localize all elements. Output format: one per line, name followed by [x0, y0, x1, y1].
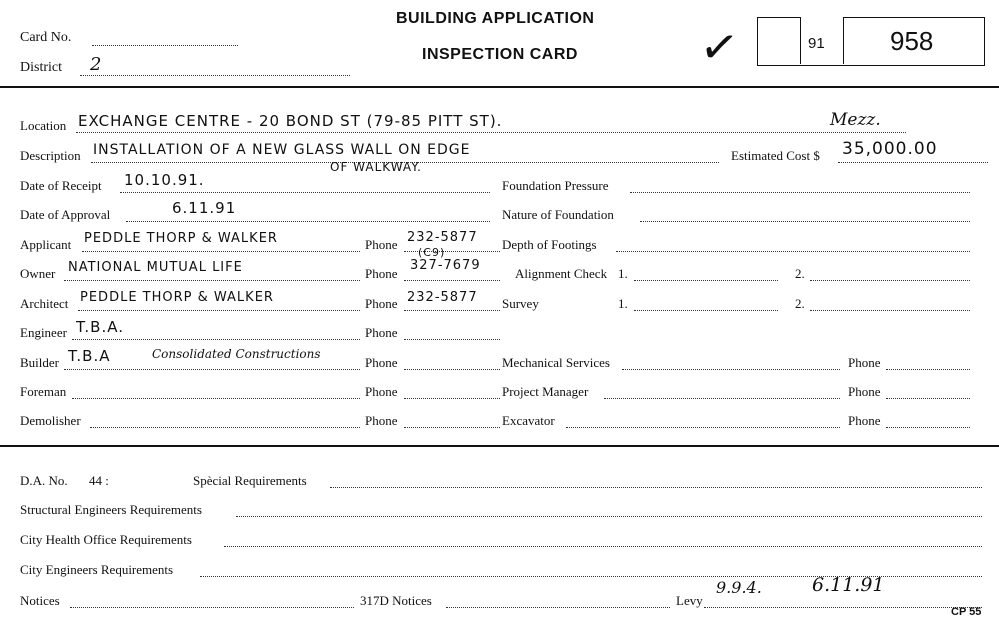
city-health-line — [224, 546, 982, 547]
317d-notices-label: 317D Notices — [360, 593, 432, 608]
survey-label: Survey — [502, 296, 539, 311]
date-of-approval-line — [126, 221, 490, 222]
location-value: EXCHANGE CENTRE - 20 BOND ST (79-85 PITT ST). — [78, 112, 503, 130]
location-label: Location — [20, 118, 67, 133]
estimated-cost-label: Estimated Cost $ — [731, 148, 820, 163]
depth-of-footings-label: Depth of Footings — [502, 237, 597, 252]
levy-date: 6.11.91 — [812, 574, 885, 596]
date-of-receipt-line — [120, 192, 490, 193]
engineer-phone-label: Phone — [365, 325, 398, 340]
applicant-phone-extra: (C9) — [418, 246, 446, 259]
mechanical-services-line — [622, 369, 840, 370]
excavator-line — [566, 427, 840, 428]
builder-phone-line — [404, 369, 500, 370]
applicant-phone-label: Phone — [365, 237, 398, 252]
levy-value: 9.9.4. — [716, 578, 762, 597]
da-no-label: D.A. No. — [20, 473, 68, 488]
survey-line-2 — [810, 310, 970, 311]
checkmark-icon: ✓ — [696, 17, 743, 77]
excavator-label: Excavator — [502, 413, 555, 428]
builder-line — [64, 369, 360, 370]
demolisher-line — [90, 427, 360, 428]
district-label: District — [20, 60, 62, 75]
description-value-line2: OF WALKWAY. — [330, 160, 422, 174]
district-line — [80, 75, 350, 76]
levy-line — [704, 607, 982, 608]
estimated-cost-value: 35,000.00 — [842, 139, 938, 159]
location-line — [76, 132, 906, 133]
mechanical-services-phone-line — [886, 369, 970, 370]
architect-label: Architect — [20, 296, 69, 311]
architect-phone-line — [404, 310, 500, 311]
demolisher-phone-line — [404, 427, 500, 428]
structural-engineers-line — [236, 516, 982, 517]
alignment-item-1: 1. — [618, 266, 628, 281]
owner-line — [64, 280, 360, 281]
builder-value: T.B.A — [68, 347, 111, 365]
applicant-phone: 232-5877 — [407, 230, 478, 245]
owner-phone-label: Phone — [365, 266, 398, 281]
engineer-value: T.B.A. — [76, 318, 124, 336]
demolisher-label: Demolisher — [20, 413, 81, 428]
nature-of-foundation-line — [640, 221, 970, 222]
project-manager-label: Project Manager — [502, 384, 589, 399]
survey-item-2: 2. — [795, 296, 805, 311]
mechanical-services-phone-label: Phone — [848, 355, 881, 370]
project-manager-phone-label: Phone — [848, 384, 881, 399]
notices-label: Notices — [20, 593, 60, 608]
estimated-cost-line — [838, 162, 988, 163]
survey-item-1: 1. — [618, 296, 628, 311]
header-divider — [0, 86, 999, 88]
structural-engineers-label: Structural Engineers Requirements — [20, 502, 202, 517]
architect-phone: 232-5877 — [407, 290, 478, 305]
project-manager-line — [604, 398, 840, 399]
architect-line — [78, 310, 360, 311]
card-no-label: Card No. — [20, 30, 72, 45]
alignment-check-label: Alignment Check — [515, 266, 608, 281]
builder-value-extra: Consolidated Constructions — [152, 347, 321, 361]
notices-line — [70, 607, 354, 608]
survey-line-1 — [634, 310, 778, 311]
foreman-phone-line — [404, 398, 500, 399]
date-of-approval-value: 6.11.91 — [172, 199, 237, 217]
section-divider — [0, 445, 999, 447]
demolisher-phone-label: Phone — [365, 413, 398, 428]
applicant-line — [82, 251, 360, 252]
title-building-application: BUILDING APPLICATION — [396, 10, 595, 27]
engineer-phone-line — [404, 339, 500, 340]
alignment-line-1 — [634, 280, 778, 281]
owner-phone-line — [404, 280, 500, 281]
city-health-label: City Health Office Requirements — [20, 532, 192, 547]
builder-phone-label: Phone — [365, 355, 398, 370]
alignment-item-2: 2. — [795, 266, 805, 281]
district-value: 2 — [90, 54, 102, 75]
card-number-box — [757, 17, 985, 66]
date-of-receipt-value: 10.10.91. — [124, 171, 205, 189]
owner-phone: 327-7679 — [410, 258, 481, 273]
title-inspection-card: INSPECTION CARD — [422, 46, 578, 63]
form-code: CP 55 — [951, 606, 982, 618]
levy-label: Levy — [676, 593, 703, 608]
architect-phone-label: Phone — [365, 296, 398, 311]
architect-value: PEDDLE THORP & WALKER — [80, 290, 274, 305]
date-of-receipt-label: Date of Receipt — [20, 178, 102, 193]
foreman-phone-label: Phone — [365, 384, 398, 399]
applicant-label: Applicant — [20, 237, 72, 252]
card-number-prefix: 91 — [808, 35, 825, 52]
excavator-phone-line — [886, 427, 970, 428]
card-number: 958 — [890, 26, 934, 56]
depth-of-footings-line — [616, 251, 970, 252]
owner-value: NATIONAL MUTUAL LIFE — [68, 260, 243, 275]
foundation-pressure-line — [630, 192, 970, 193]
317d-notices-line — [446, 607, 670, 608]
foreman-line — [72, 398, 360, 399]
project-manager-phone-line — [886, 398, 970, 399]
card-no-line — [92, 45, 238, 46]
special-requirements-label: Spècial Requirements — [193, 473, 307, 488]
date-of-approval-label: Date of Approval — [20, 207, 111, 222]
owner-label: Owner — [20, 266, 56, 281]
description-label: Description — [20, 148, 81, 163]
excavator-phone-label: Phone — [848, 413, 881, 428]
applicant-value: PEDDLE THORP & WALKER — [84, 231, 278, 246]
special-requirements-line — [330, 487, 982, 488]
engineer-line — [72, 339, 360, 340]
alignment-line-2 — [810, 280, 970, 281]
foreman-label: Foreman — [20, 384, 67, 399]
foundation-pressure-label: Foundation Pressure — [502, 178, 609, 193]
mechanical-services-label: Mechanical Services — [502, 355, 610, 370]
description-value: INSTALLATION OF A NEW GLASS WALL ON EDGE — [93, 142, 471, 158]
location-extra: Mezz. — [830, 110, 881, 130]
nature-of-foundation-label: Nature of Foundation — [502, 207, 614, 222]
builder-label: Builder — [20, 355, 59, 370]
da-no-value: 44 : — [89, 473, 109, 488]
engineer-label: Engineer — [20, 325, 67, 340]
city-engineers-label: City Engineers Requirements — [20, 562, 174, 577]
